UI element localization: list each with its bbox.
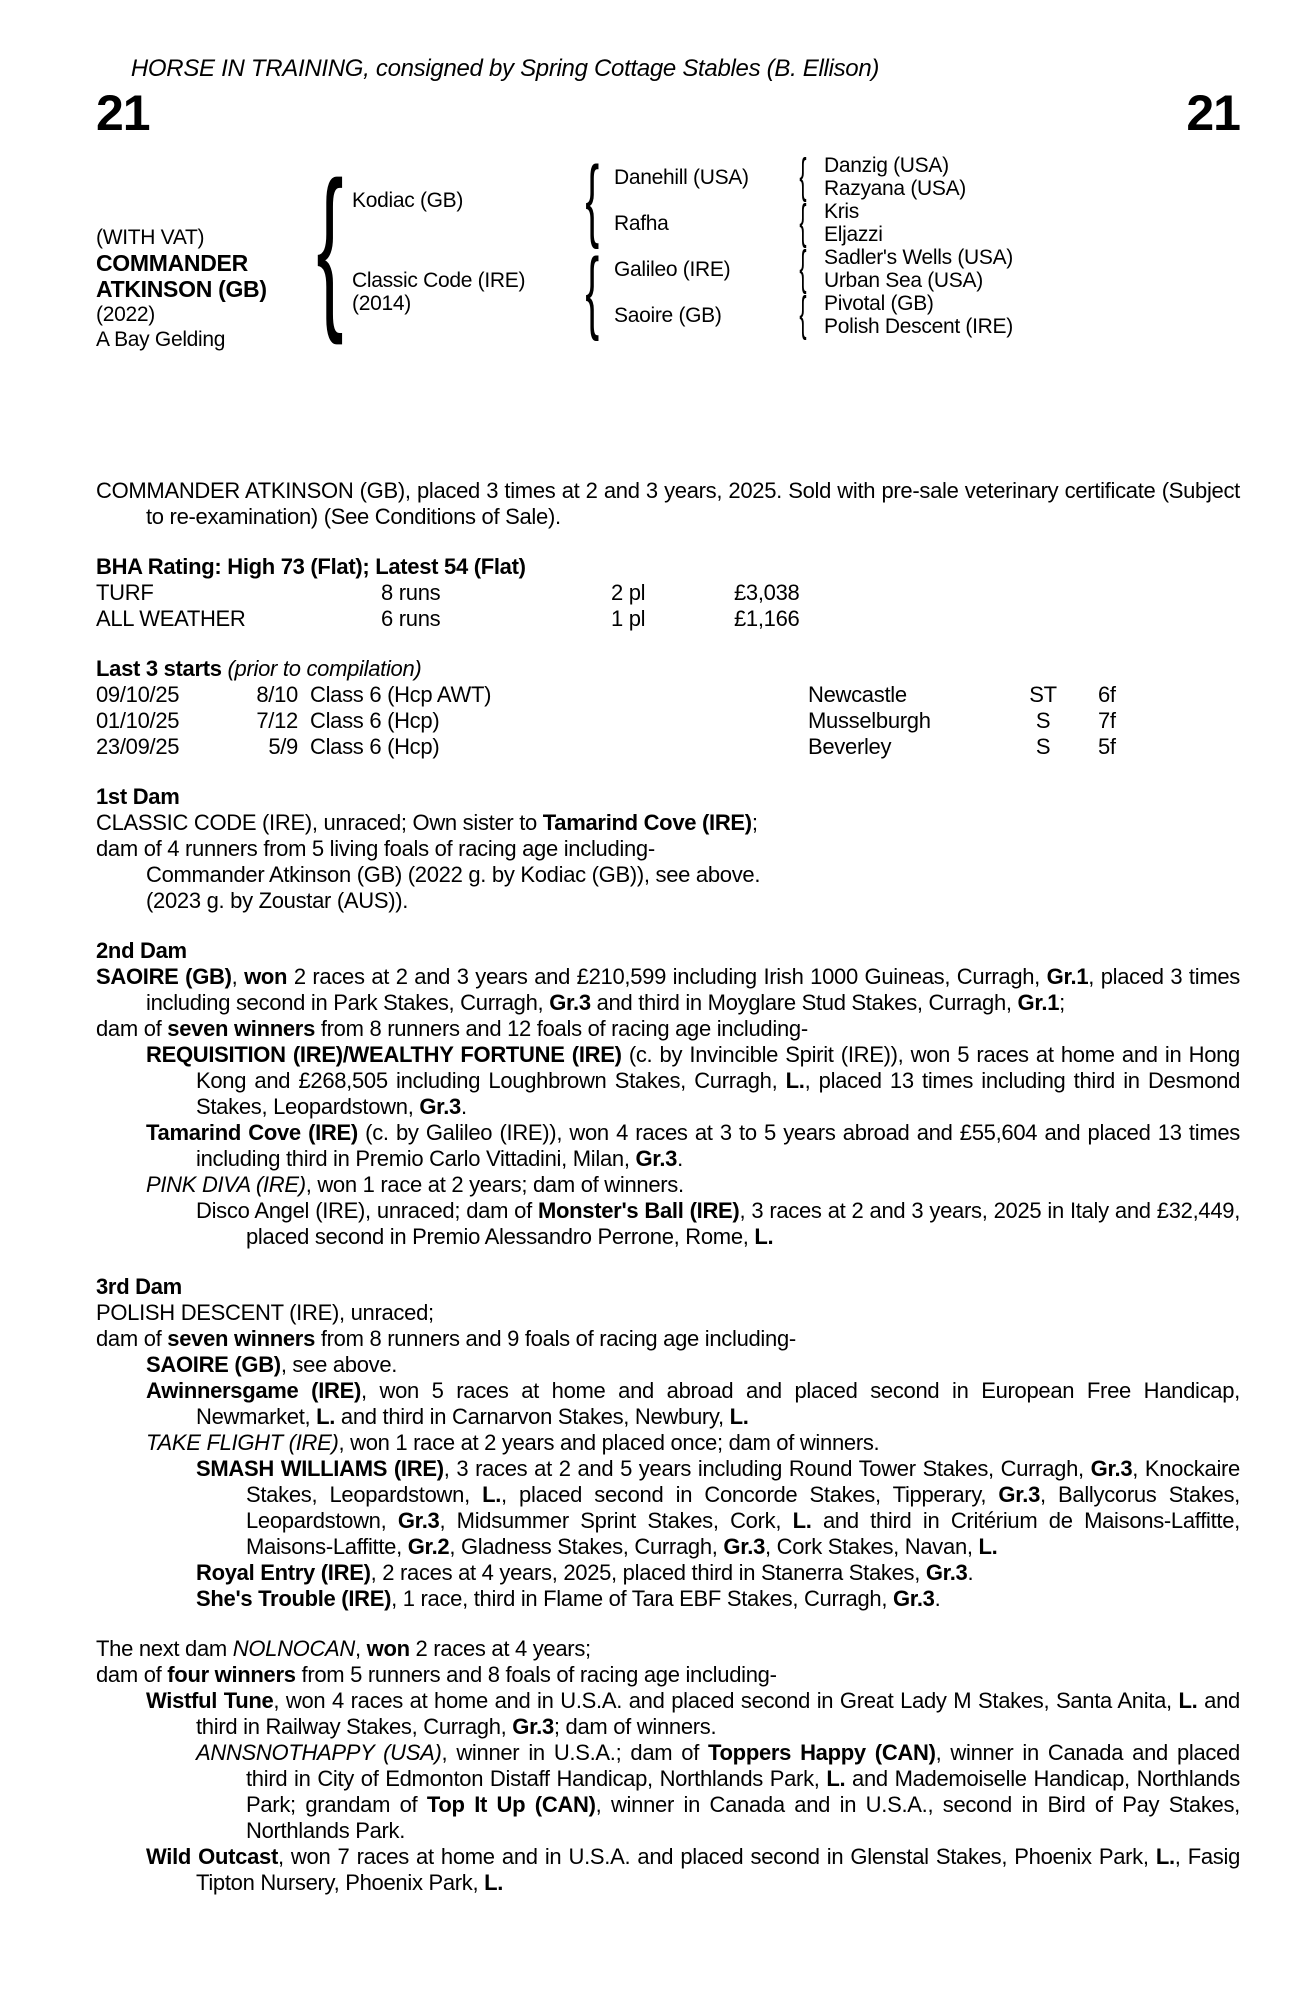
text-segment: SAOIRE (GB) — [146, 1352, 281, 1377]
text-segment: , see above. — [280, 1352, 398, 1377]
sire-name — [352, 154, 570, 246]
text-segment: , Midsummer Sprint Stakes, Cork, — [439, 1508, 793, 1533]
pedigree-text-paragraph — [96, 1198, 1240, 1250]
text-segment: and third in Moyglare Stud Stakes, Curragh, — [590, 990, 1018, 1015]
pedigree-text-paragraph — [96, 1688, 1240, 1740]
grandsire-name: Danehill (USA) — [614, 165, 749, 189]
pedigree-text-paragraph — [96, 1430, 1240, 1456]
pedigree-text-paragraph — [96, 1016, 1240, 1042]
text-segment: dam of 4 runners from 5 living foals of racing age including- — [96, 836, 655, 861]
text-segment: Gr.3 — [419, 1094, 461, 1119]
text-segment: , Ballycorus Stakes, Leopardstown, — [246, 1482, 1240, 1533]
text-segment: from 8 runners and 12 foals of racing age including- — [315, 1016, 808, 1041]
text-segment: and third in Carnarvon Stakes, Newbury, — [335, 1404, 730, 1429]
text-segment: , won 7 races at home and in U.S.A. and placed second in Glenstal Stakes, Phoenix Park, — [277, 1844, 1156, 1869]
pedigree-text-paragraph — [96, 964, 1240, 1016]
text-segment: , winner in U.S.A.; dam of — [441, 1740, 709, 1765]
pedigree-text-paragraph — [96, 1378, 1240, 1430]
text-segment: , 3 races at 2 and 3 years, 2025 in Italy and £32,449, placed second in Premio Alessandro Perrone, Rome, — [246, 1198, 1241, 1249]
text-segment: won — [244, 964, 288, 989]
pedigree-text-paragraph — [96, 1586, 1240, 1612]
bha-runs: 8 runs — [381, 580, 441, 605]
text-segment: Tamarind Cove (IRE) — [146, 1120, 358, 1145]
pedigree-text-paragraph — [96, 1662, 1240, 1688]
text-segment: Wild Outcast — [146, 1844, 278, 1869]
text-segment: Gr.3 — [723, 1534, 766, 1559]
bha-places: 1 pl — [611, 606, 646, 631]
text-segment: dam of — [96, 1016, 168, 1041]
text-segment: , won 5 races at home and abroad and placed second in European Free Handicap, Newmarket, — [196, 1378, 1240, 1429]
text-segment: L. — [785, 1068, 805, 1093]
lot-number-right: 21 — [1186, 85, 1240, 141]
sire-name-text: Kodiac (GB) — [352, 188, 464, 212]
finish-position: 5/9 — [268, 734, 298, 759]
pedigree-text-paragraph — [96, 862, 1240, 888]
pedigree-brace: { — [799, 149, 807, 203]
dam-section-heading: 1st Dam — [96, 784, 180, 809]
gen3-name: Kris — [824, 200, 859, 223]
subject-colour-sex: A Bay Gelding — [96, 328, 226, 351]
race-class: Class 6 (Hcp AWT) — [310, 682, 492, 707]
text-segment: SAOIRE (GB) — [96, 964, 232, 989]
pedigree-text-paragraph — [96, 1844, 1240, 1896]
text-segment: ; dam of winners. — [553, 1714, 717, 1739]
race-class: Class 6 (Hcp) — [310, 708, 440, 733]
going: S — [1035, 734, 1051, 759]
bha-runs: 6 runs — [381, 606, 441, 631]
granddam-name: Rafha — [614, 211, 669, 235]
dam-name-text: Classic Code (IRE) — [352, 269, 526, 292]
text-segment: She's Trouble (IRE) — [196, 1586, 392, 1611]
text-segment: ; — [1059, 990, 1065, 1015]
text-segment: ANNSNOTHAPPY (USA) — [196, 1740, 442, 1765]
text-segment: L. — [729, 1404, 749, 1429]
pedigree-text-paragraph — [96, 1740, 1240, 1844]
text-segment: L. — [754, 1224, 774, 1249]
text-segment: from 8 runners and 9 foals of racing age including- — [315, 1326, 796, 1351]
distance: 6f — [1098, 682, 1116, 707]
text-segment: Toppers Happy (CAN) — [708, 1740, 936, 1765]
gen3-name: Pivotal (GB) — [824, 292, 934, 315]
race-summary — [96, 478, 1240, 530]
text-segment: TAKE FLIGHT (IRE) — [146, 1430, 339, 1455]
text-segment: , 1 race, third in Flame of Tara EBF Stakes, Curragh, — [391, 1586, 893, 1611]
pedigree-brace: { — [799, 241, 807, 295]
text-segment: , Fasig Tipton Nursery, Phoenix Park, — [196, 1844, 1241, 1895]
bha-surface: ALL WEATHER — [96, 606, 246, 631]
text-segment: PINK DIVA (IRE) — [146, 1172, 306, 1197]
text-segment: Tamarind Cove (IRE) — [542, 810, 752, 835]
pedigree-text-paragraph — [96, 836, 1240, 862]
text-segment: , won 1 race at 2 years and placed once; dam of winners. — [338, 1430, 880, 1455]
text-segment: . — [967, 1560, 974, 1585]
subject-name: COMMANDER ATKINSON (GB) — [96, 250, 267, 302]
text-segment: Gr.3 — [512, 1714, 554, 1739]
text-segment: The next dam — [96, 1636, 233, 1661]
text-segment: Disco Angel (IRE), unraced; dam of — [196, 1198, 538, 1223]
start-date: 23/09/25 — [96, 734, 180, 759]
granddam-name: Saoire (GB) — [614, 303, 722, 327]
pedigree-brace: { — [585, 240, 599, 343]
text-segment: , — [231, 964, 245, 989]
text-segment: and Mademoiselle Handicap, Northlands Park; grandam of — [246, 1766, 1240, 1817]
text-segment: seven winners — [167, 1326, 316, 1351]
consignor-line: HORSE IN TRAINING, consigned by Spring Cottage Stables (B. Ellison) — [130, 55, 880, 82]
text-segment: L. — [316, 1404, 336, 1429]
pedigree-text-paragraph — [96, 1636, 1240, 1662]
text-segment: SMASH WILLIAMS (IRE) — [196, 1456, 444, 1481]
course: Newcastle — [808, 682, 907, 707]
section-spacer — [96, 1612, 1240, 1636]
text-segment: Monster's Ball (IRE) — [537, 1198, 740, 1223]
text-segment: four winners — [167, 1662, 296, 1687]
text-segment: Gr.3 — [892, 1586, 935, 1611]
text-segment: Gr.3 — [925, 1560, 968, 1585]
last3-row — [96, 708, 1240, 734]
text-segment: , 2 races at 4 years, 2025, placed third in Stanerra Stakes, — [370, 1560, 926, 1585]
text-segment: dam of — [96, 1326, 168, 1351]
subject-foaled: (2022) — [96, 303, 155, 326]
bha-surface: TURF — [96, 580, 154, 605]
text-segment: . — [677, 1146, 683, 1171]
text-segment: Awinnersgame (IRE) — [146, 1378, 361, 1403]
text-segment: L. — [482, 1482, 502, 1507]
text-segment: POLISH DESCENT (IRE), unraced; — [96, 1300, 434, 1325]
text-segment: REQUISITION (IRE)/WEALTHY FORTUNE (IRE) — [146, 1042, 622, 1067]
text-segment: , winner in Canada and in U.S.A., second in Bird of Pay Stakes, Northlands Park. — [246, 1792, 1240, 1843]
pedigree-text-paragraph — [96, 1456, 1240, 1560]
pedigree-brace: { — [585, 148, 599, 251]
text-segment: Royal Entry (IRE) — [196, 1560, 371, 1585]
pedigree-text-paragraph — [96, 1560, 1240, 1586]
text-segment: Top It Up (CAN) — [426, 1792, 596, 1817]
text-segment: L. — [1155, 1844, 1175, 1869]
dam-section-heading: 2nd Dam — [96, 938, 187, 963]
gen3-name: Urban Sea (USA) — [824, 269, 983, 292]
pedigree-text-paragraph — [96, 810, 1240, 836]
text-segment: (2023 g. by Zoustar (AUS)). — [146, 888, 409, 913]
text-segment: (c. by Galileo (IRE)), won 4 races at 3 to 5 years abroad and £55,604 and placed 13 times including third in Premio Carlo Vittadini, Milan, — [196, 1120, 1240, 1171]
gen3-name: Razyana (USA) — [824, 177, 966, 200]
text-segment: won — [366, 1636, 410, 1661]
dam-sections — [96, 784, 1240, 1896]
text-segment: Gr.3 — [397, 1508, 440, 1533]
pedigree-table — [96, 145, 1315, 351]
grandsire-name: Galileo (IRE) — [614, 257, 731, 281]
text-segment: Gr.3 — [635, 1146, 678, 1171]
text-segment: Gr.1 — [1017, 990, 1060, 1015]
dam-section-heading: 3rd Dam — [96, 1274, 182, 1299]
text-segment: , winner in Canada and placed third in City of Edmonton Distaff Handicap, Northlands Park, — [246, 1740, 1240, 1791]
dam-year-text: (2014) — [352, 292, 411, 315]
pedigree-text-paragraph — [96, 478, 1240, 530]
text-segment: Gr.3 — [549, 990, 591, 1015]
text-segment: (c. by Invincible Spirit (IRE)), won 5 races at home and in Hong Kong and £268,505 including Loughbrown Stakes, Curragh, — [196, 1042, 1240, 1093]
pedigree-text-paragraph — [96, 1326, 1240, 1352]
text-segment: . — [934, 1586, 941, 1611]
pedigree-text-paragraph — [96, 1172, 1240, 1198]
text-segment: , placed 13 times including third in Desmond Stakes, Leopardstown, — [196, 1068, 1240, 1119]
lot-number-row — [96, 85, 1240, 141]
text-segment: , placed 3 times including second in Park Stakes, Curragh, — [146, 964, 1240, 1015]
catalogue-body — [96, 478, 1240, 1896]
vat-note: (WITH VAT) — [96, 226, 205, 249]
dam-name — [352, 246, 570, 338]
gen3-name: Danzig (USA) — [824, 154, 949, 177]
bha-places: 2 pl — [611, 580, 646, 605]
subject-block — [96, 154, 308, 352]
going: ST — [1029, 682, 1057, 707]
gen3-name: Eljazzi — [824, 223, 883, 246]
text-segment: Wistful Tune — [146, 1688, 274, 1713]
text-segment: Gr.3 — [998, 1482, 1041, 1507]
last3-row — [96, 734, 1240, 760]
pedigree-brace: { — [799, 195, 807, 249]
course: Beverley — [808, 734, 892, 759]
text-segment: L. — [826, 1766, 846, 1791]
last3-heading — [96, 656, 1240, 682]
pedigree-text-paragraph — [96, 1120, 1240, 1172]
text-segment: L. — [978, 1534, 998, 1559]
text-segment: dam of — [96, 1662, 168, 1687]
race-class: Class 6 (Hcp) — [310, 734, 440, 759]
course: Musselburgh — [808, 708, 931, 733]
bha-rating-heading: BHA Rating: High 73 (Flat); Latest 54 (Flat) — [96, 554, 526, 579]
text-segment: CLASSIC CODE (IRE), unraced; Own sister to — [96, 810, 543, 835]
text-segment: . — [460, 1094, 467, 1119]
last3-row — [96, 682, 1240, 708]
text-segment: , Knockaire Stakes, Leopardstown, — [246, 1456, 1240, 1507]
text-segment: , Cork Stakes, Navan, — [765, 1534, 979, 1559]
gen3-name: Sadler's Wells (USA) — [824, 246, 1013, 269]
pedigree-text-paragraph — [96, 1352, 1240, 1378]
text-segment: Gr.2 — [407, 1534, 450, 1559]
text-segment: 2 races at 4 years; — [409, 1636, 591, 1661]
bha-earnings: £3,038 — [734, 580, 800, 605]
text-segment: NOLNOCAN — [232, 1636, 356, 1661]
finish-position: 7/12 — [256, 708, 298, 733]
start-date: 01/10/25 — [96, 708, 180, 733]
gen3-name: Polish Descent (IRE) — [824, 315, 1013, 338]
start-date: 09/10/25 — [96, 682, 180, 707]
text-segment: , won 4 races at home and in U.S.A. and placed second in Great Lady M Stakes, Santa Anita, — [273, 1688, 1179, 1713]
text-segment: L. — [792, 1508, 812, 1533]
bha-row-all-weather — [96, 606, 1240, 632]
text-segment: Gr.3 — [1090, 1456, 1133, 1481]
text-segment: Commander Atkinson (GB) (2022 g. by Kodiac (GB)), see above. — [146, 862, 761, 887]
text-segment: and third in Railway Stakes, Curragh, — [196, 1688, 1240, 1739]
text-segment: 2 races at 2 and 3 years and £210,599 including Irish 1000 Guineas, Curragh, — [287, 964, 1047, 989]
distance: 7f — [1098, 708, 1116, 733]
text-segment: , placed second in Concorde Stakes, Tipperary, — [501, 1482, 999, 1507]
distance: 5f — [1098, 734, 1116, 759]
going: S — [1035, 708, 1051, 733]
pedigree-brace: { — [799, 287, 807, 341]
text-segment: L. — [1178, 1688, 1198, 1713]
bha-row-turf — [96, 580, 1240, 606]
last3-heading-note: (prior to compilation) — [221, 656, 422, 681]
text-segment: L. — [484, 1870, 504, 1895]
text-segment: , — [355, 1636, 367, 1661]
finish-position: 8/10 — [256, 682, 298, 707]
pedigree-text-paragraph — [96, 1300, 1240, 1326]
pedigree-brace: { — [316, 145, 344, 346]
text-segment: from 5 runners and 8 foals of racing age including- — [295, 1662, 777, 1687]
text-segment: ; — [751, 810, 758, 835]
text-segment: seven winners — [167, 1016, 316, 1041]
text-segment: , 3 races at 2 and 5 years including Round Tower Stakes, Curragh, — [443, 1456, 1091, 1481]
text-segment: , won 1 race at 2 years; dam of winners. — [305, 1172, 684, 1197]
text-segment: and third in Critérium de Maisons-Laffitte, Maisons-Laffitte, — [246, 1508, 1240, 1559]
bha-earnings: £1,166 — [734, 606, 800, 631]
lot-number-left: 21 — [96, 85, 150, 141]
text-segment: Gr.1 — [1046, 964, 1089, 989]
text-segment: , Gladness Stakes, Curragh, — [449, 1534, 724, 1559]
last3-heading-bold: Last 3 starts — [96, 656, 222, 681]
text-segment: COMMANDER ATKINSON (GB), placed 3 times at 2 and 3 years, 2025. Sold with pre-sale veterinary certificate (Subject to re-examination) (See Conditions of Sale). — [96, 478, 1240, 529]
pedigree-text-paragraph — [96, 1042, 1240, 1120]
pedigree-text-paragraph — [96, 888, 1240, 914]
